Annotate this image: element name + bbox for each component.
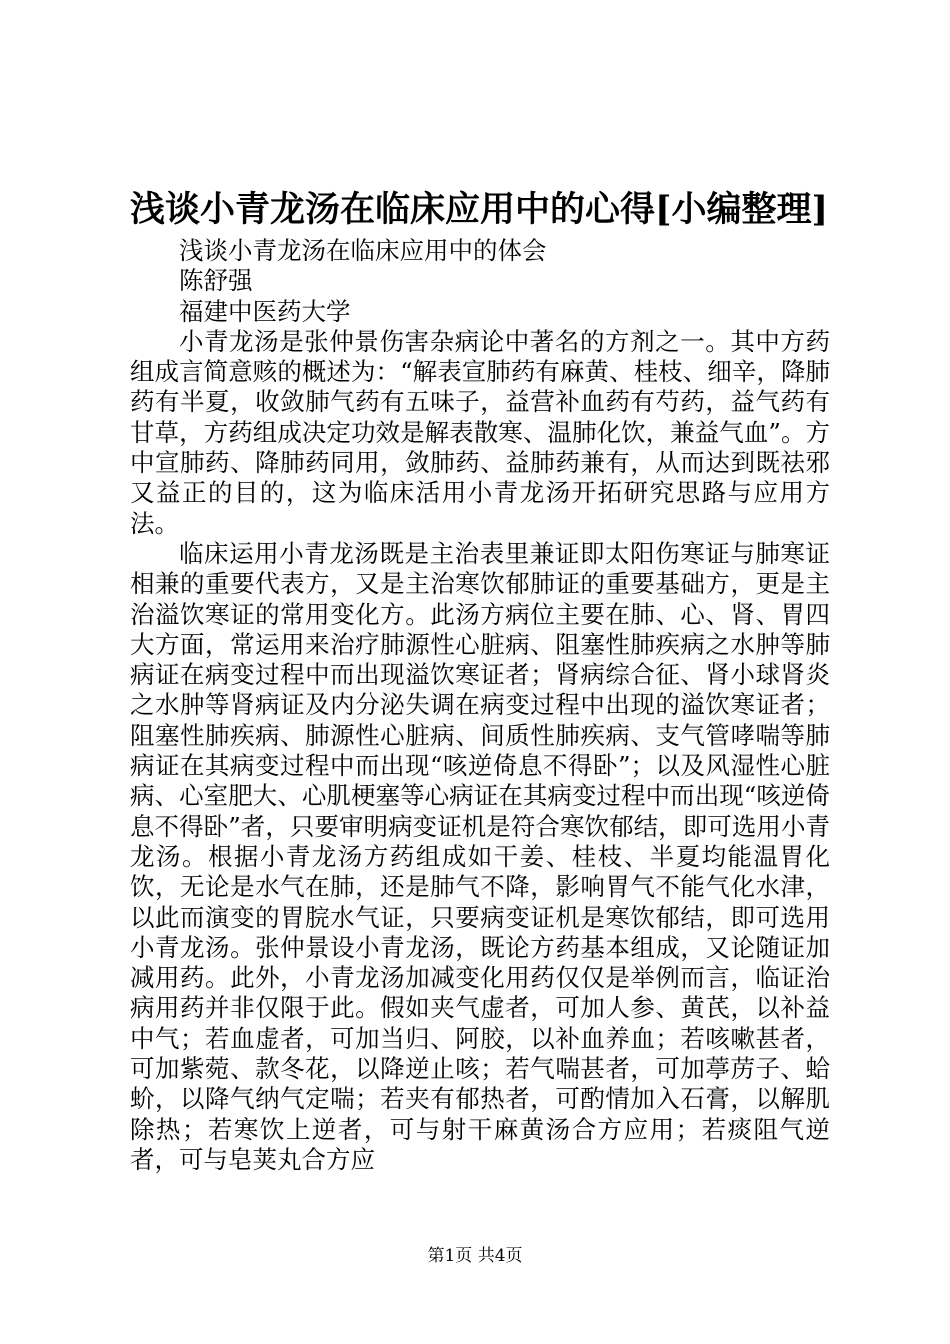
page-footer: 第1页 共4页 xyxy=(427,1246,523,1266)
paragraph-1: 小青龙汤是张仲景伤害杂病论中著名的方剂之一。其中方药组成言简意赅的概述为：“解表宣肺药有麻黄、桂枝、细辛，降肺药有半夏，收敛肺气药有五味子，益营补血药有芍药，益气药有甘草，方药组成决定功效是解表散寒、温肺化饮，兼益气血”。方中宣肺药、降肺药同用，敛肺药、益肺药兼有，从而达到既祛邪又益正的目的，这为临床活用小青龙汤开拓研究思路与应用方法。 xyxy=(130,326,830,538)
document-affiliation: 福建中医药大学 xyxy=(179,296,351,326)
document-subtitle: 浅谈小青龙汤在临床应用中的体会 xyxy=(179,236,547,265)
document-title: 浅谈小青龙汤在临床应用中的心得[小编整理] xyxy=(130,189,829,230)
document-author: 陈舒强 xyxy=(179,266,253,296)
paragraph-2: 临床运用小青龙汤既是主治表里兼证即太阳伤寒证与肺寒证相兼的重要代表方，又是主治寒饮郁肺证的重要基础方，更是主治溢饮寒证的常用变化方。此汤方病位主要在肺、心、肾、胃四大方面，常运用来治疗肺源性心脏病、阻塞性肺疾病之水肿等肺病证在病变过程中而出现溢饮寒证者；肾病综合征、肾小球肾炎之水肿等肾病证及内分泌失调在病变过程中出现的溢饮寒证者；阻塞性肺疾病、肺源性心脏病、间质性肺疾病、支气管哮喘等肺病证在其病变过程中而出现“咳逆倚息不得卧”；以及风湿性心脏病、心室肥大、心肌梗塞等心病证在其病变过程中而出现“咳逆倚息不得卧”者，只要审明病变证机是符合寒饮郁结，即可选用小青龙汤。根据小青龙汤方药组成如干姜、桂枝、半夏均能温胃化饮，无论是水气在肺，还是肺气不降，影响胃气不能气化水津，以此而演变的胃脘水气证，只要病变证机是寒饮郁结，即可选用小青龙汤。张仲景设小青龙汤，既论方药基本组成，又论随证加减用药。此外，小青龙汤加减变化用药仅仅是举例而言，临证治病用药并非仅限于此。假如夹气虚者，可加人参、黄芪，以补益中气；若血虚者，可加当归、阿胶，以补血养血；若咳嗽甚者，可加紫菀、款冬花，以降逆止咳；若气喘甚者，可加葶苈子、蛤蚧，以降气纳气定喘；若夹有郁热者，可酌情加入石膏，以解肌除热；若寒饮上逆者，可与射干麻黄汤合方应用；若痰阻气逆者，可与皂荚丸合方应 xyxy=(130,538,830,1174)
document-body xyxy=(130,236,830,1175)
